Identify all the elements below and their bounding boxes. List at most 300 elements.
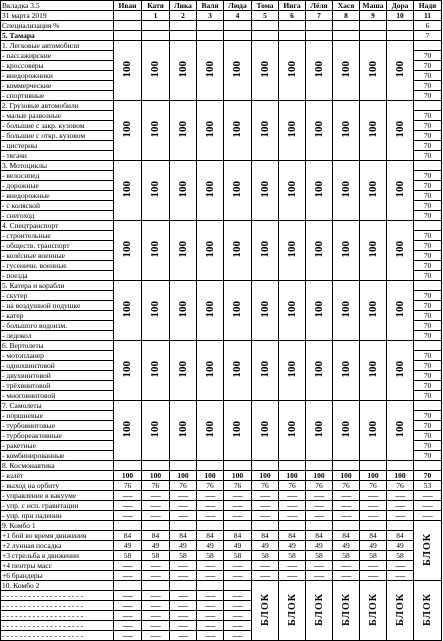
vertical-value-cell xyxy=(197,401,224,461)
cosmo-label: - выход на орбиту xyxy=(1,481,114,491)
vertical-value: 100 xyxy=(339,301,352,318)
vertical-value: 100 xyxy=(231,421,243,438)
combo2-label: - - - - - - - - - - - - - - - - - - - xyxy=(1,611,114,621)
cosmo-value: ----- xyxy=(170,511,197,521)
vertical-value-cell xyxy=(170,221,197,281)
vertical-value-cell xyxy=(279,401,306,461)
combo1-value: 49 xyxy=(142,541,170,551)
vertical-value: 100 xyxy=(339,121,352,138)
last-column-value: 70 xyxy=(414,211,442,221)
last-column-value: 70 xyxy=(414,361,442,371)
column-name: Люда xyxy=(224,1,252,11)
vertical-value: 100 xyxy=(149,241,161,258)
column-number: 7 xyxy=(306,11,333,21)
section-item-label: - спортивные xyxy=(1,91,114,101)
vertical-value: 100 xyxy=(393,361,406,378)
combo1-value: 49 xyxy=(252,541,279,551)
cosmo-value: ----- xyxy=(333,511,360,521)
specialization-last: 6 xyxy=(414,21,442,31)
section-title: 10. Комбо 2 xyxy=(1,581,114,591)
cosmo-value: ----- xyxy=(142,491,170,501)
combo1-value: 84 xyxy=(142,531,170,541)
column-name: Катя xyxy=(142,1,170,11)
section-item-label: - тягачи xyxy=(1,151,114,161)
cosmo-value: 76 xyxy=(142,481,170,491)
last-column-value: 70 xyxy=(414,351,442,361)
vertical-value-cell xyxy=(252,221,279,281)
last-column-value: 70 xyxy=(414,301,442,311)
combo1-value: 49 xyxy=(306,541,333,551)
vertical-value-cell xyxy=(279,221,306,281)
empty-cell xyxy=(224,521,252,531)
empty-cell xyxy=(333,461,360,471)
column-number: 3 xyxy=(197,11,224,21)
section-item-label: - внедорожные xyxy=(1,191,114,201)
last-column-value: 70 xyxy=(414,451,442,461)
vertical-value-cell xyxy=(360,101,387,161)
vertical-value-cell xyxy=(224,161,252,221)
vertical-value-cell xyxy=(252,41,279,101)
last-column-value: 70 xyxy=(414,141,442,151)
cosmo-value: 76 xyxy=(279,481,306,491)
vertical-value-cell xyxy=(333,101,360,161)
vertical-value-cell xyxy=(306,161,333,221)
vertical-value: 100 xyxy=(312,301,325,318)
cosmo-value: 76 xyxy=(252,481,279,491)
combo2-value: ----- xyxy=(114,621,142,631)
section-title-row xyxy=(1,221,442,231)
empty-cell xyxy=(306,461,333,471)
cosmo-row xyxy=(1,501,442,511)
empty-cell xyxy=(252,31,279,41)
combo1-value: 58 xyxy=(252,551,279,561)
vertical-value: 100 xyxy=(121,241,133,258)
combo1-value: 84 xyxy=(333,531,360,541)
cosmo-value: ----- xyxy=(387,511,414,521)
combo2-label: - - - - - - - - - - - - - - - - - - - xyxy=(1,621,114,631)
vertical-value-cell xyxy=(387,101,414,161)
vertical-value-cell xyxy=(142,281,170,341)
combo1-value: 49 xyxy=(197,541,224,551)
section-item-label: - малые развозные xyxy=(1,111,114,121)
column-number: 6 xyxy=(279,11,306,21)
vertical-value-cell xyxy=(279,161,306,221)
vertical-value-cell xyxy=(170,101,197,161)
last-column-value: 70 xyxy=(414,331,442,341)
tamara-last: 7 xyxy=(414,31,442,41)
vertical-value-cell xyxy=(197,281,224,341)
combo1-value: 58 xyxy=(279,551,306,561)
vertical-value: 100 xyxy=(339,421,352,438)
combo1-label: +6 брандеры xyxy=(1,571,114,581)
cosmo-value: 100 xyxy=(170,471,197,481)
vertical-value-cell xyxy=(279,281,306,341)
combo1-value: 84 xyxy=(197,531,224,541)
empty-cell xyxy=(224,31,252,41)
section-item-label: - турбовинтовые xyxy=(1,421,114,431)
vertical-value-cell xyxy=(170,401,197,461)
cosmo-value: ----- xyxy=(197,511,224,521)
section-item-label: - комбинированные xyxy=(1,451,114,461)
section-item-label: - трёхвинтовой xyxy=(1,381,114,391)
section-item-label: - двухвинтовой xyxy=(1,371,114,381)
section-title: 4. Спецтранспорт xyxy=(1,221,114,231)
section-item-label: - внедорожники xyxy=(1,71,114,81)
vertical-value-cell xyxy=(224,401,252,461)
empty-cell xyxy=(114,21,142,31)
vertical-value: 100 xyxy=(149,421,161,438)
vertical-value: 100 xyxy=(312,181,325,198)
cosmo-value: ----- xyxy=(252,491,279,501)
cosmo-row xyxy=(1,491,442,501)
vertical-value-cell xyxy=(360,221,387,281)
cosmo-value: ----- xyxy=(114,511,142,521)
section-title: 5. Катера и корабли xyxy=(1,281,114,291)
empty-cell xyxy=(170,521,197,531)
vertical-value-cell xyxy=(114,101,142,161)
vertical-value-cell xyxy=(360,341,387,401)
empty-cell xyxy=(142,461,170,471)
section-item-label: - турбореактивные xyxy=(1,431,114,441)
vertical-value: БЛОК xyxy=(259,593,271,626)
combo1-row xyxy=(1,561,442,571)
vertical-value: 100 xyxy=(258,241,271,258)
vertical-value: 100 xyxy=(366,61,379,78)
section-item-label: - однохвинтовой xyxy=(1,361,114,371)
cosmo-value: ----- xyxy=(197,501,224,511)
empty-cell xyxy=(360,521,387,531)
combo1-value: ----- xyxy=(224,561,252,571)
last-column-value: 70 xyxy=(414,371,442,381)
vertical-value-cell xyxy=(142,101,170,161)
header-numbers-row xyxy=(1,11,442,21)
combo2-value: ----- xyxy=(224,601,252,611)
vertical-value: 100 xyxy=(312,61,325,78)
vertical-value-cell xyxy=(306,341,333,401)
last-column-value: 70 xyxy=(414,291,442,301)
cosmo-row xyxy=(1,481,442,491)
vertical-value-cell xyxy=(306,221,333,281)
vertical-value-cell xyxy=(142,161,170,221)
combo2-value: ----- xyxy=(224,621,252,631)
combo1-value: ----- xyxy=(333,561,360,571)
empty-cell xyxy=(197,31,224,41)
vertical-value: 100 xyxy=(176,301,189,318)
vertical-value: 100 xyxy=(258,361,271,378)
vertical-value-cell xyxy=(252,581,279,641)
combo2-value: ----- xyxy=(170,611,197,621)
section-item-label: - пассажирские xyxy=(1,51,114,61)
empty-cell xyxy=(197,461,224,471)
last-column-value: 70 xyxy=(414,381,442,391)
specialization-label: Специализация % xyxy=(1,21,114,31)
empty-cell xyxy=(114,581,142,591)
column-name: Валя xyxy=(197,1,224,11)
vertical-value-cell xyxy=(333,581,360,641)
vertical-value: 100 xyxy=(339,361,352,378)
cosmo-value: ----- xyxy=(197,491,224,501)
combo2-value: ----- xyxy=(224,631,252,641)
section-item-label: - поршневые xyxy=(1,411,114,421)
vertical-value: 100 xyxy=(393,61,406,78)
empty-cell xyxy=(414,221,442,231)
combo1-value: 84 xyxy=(224,531,252,541)
combo2-value: ----- xyxy=(114,631,142,641)
section-item-label: - коммерческие xyxy=(1,81,114,91)
section-item-label: - мотопланер xyxy=(1,351,114,361)
vertical-value: 100 xyxy=(312,241,325,258)
last-column-value: 70 xyxy=(414,441,442,451)
vertical-value: 100 xyxy=(366,121,379,138)
empty-cell xyxy=(414,41,442,51)
vertical-value-cell xyxy=(333,281,360,341)
cosmo-value: 76 xyxy=(170,481,197,491)
combo1-value: 58 xyxy=(197,551,224,561)
vertical-value-cell xyxy=(224,101,252,161)
vertical-value: 100 xyxy=(258,121,271,138)
empty-cell xyxy=(224,21,252,31)
cosmo-value: 70 xyxy=(414,471,442,481)
combo1-value: 58 xyxy=(224,551,252,561)
vertical-value: 100 xyxy=(366,421,379,438)
last-column-value: 70 xyxy=(414,421,442,431)
vertical-value: БЛОК xyxy=(313,593,325,626)
vertical-value-cell xyxy=(114,401,142,461)
last-column-value: 70 xyxy=(414,201,442,211)
cosmo-value: 76 xyxy=(387,481,414,491)
cosmo-value: ----- xyxy=(414,501,442,511)
section-item-label: - ракетные xyxy=(1,441,114,451)
combo1-value: 58 xyxy=(306,551,333,561)
section-item-label: - многовинтовой xyxy=(1,391,114,401)
vertical-value: 100 xyxy=(393,421,406,438)
vertical-value-cell xyxy=(170,41,197,101)
vertical-value-cell xyxy=(142,221,170,281)
vertical-value-cell xyxy=(170,281,197,341)
section-title: 2. Грузовые автомобили xyxy=(1,101,114,111)
section-title: 1. Легковые автомобили xyxy=(1,41,114,51)
vertical-value: 100 xyxy=(121,361,133,378)
combo1-value: 49 xyxy=(360,541,387,551)
empty-cell xyxy=(306,31,333,41)
vertical-value: 100 xyxy=(121,121,133,138)
empty-cell xyxy=(333,521,360,531)
cosmo-value: ----- xyxy=(387,501,414,511)
vertical-value: 100 xyxy=(339,241,352,258)
vertical-value-cell xyxy=(333,161,360,221)
combo1-value: ----- xyxy=(224,571,252,581)
vertical-value-cell xyxy=(142,401,170,461)
cosmo-value: ----- xyxy=(306,511,333,521)
combo1-label: +1 бой во время движения xyxy=(1,531,114,541)
column-name: Тома xyxy=(252,1,279,11)
vertical-value: 100 xyxy=(203,121,216,138)
combo2-value: ----- xyxy=(170,591,197,601)
cosmo-value: ----- xyxy=(114,491,142,501)
cosmo-value: 100 xyxy=(387,471,414,481)
empty-cell xyxy=(414,401,442,411)
combo1-value: ----- xyxy=(197,561,224,571)
combo2-value: ----- xyxy=(142,621,170,631)
last-column-value: 70 xyxy=(414,181,442,191)
combo1-value: 58 xyxy=(142,551,170,561)
column-number: 5 xyxy=(252,11,279,21)
vertical-value: 100 xyxy=(203,181,216,198)
last-column-value: 70 xyxy=(414,261,442,271)
column-name: Хася xyxy=(333,1,360,11)
column-number: 4 xyxy=(224,11,252,21)
section-item-label: - ледокол xyxy=(1,331,114,341)
combo1-value: ----- xyxy=(279,571,306,581)
combo1-value: ----- xyxy=(306,571,333,581)
section-item-label: - велосипед xyxy=(1,171,114,181)
empty-cell xyxy=(142,21,170,31)
section-item-label: - на воздушной подушке xyxy=(1,301,114,311)
combo1-value: ----- xyxy=(252,571,279,581)
vertical-value: 100 xyxy=(393,241,406,258)
vertical-value-cell xyxy=(170,341,197,401)
vertical-value-cell xyxy=(387,161,414,221)
section-title: 3. Мотоциклы xyxy=(1,161,114,171)
last-column-value: 70 xyxy=(414,171,442,181)
vertical-value: БЛОК xyxy=(340,593,352,626)
empty-cell xyxy=(306,521,333,531)
vertical-value: 100 xyxy=(231,241,243,258)
cosmo-value: 100 xyxy=(252,471,279,481)
cosmo-value: 76 xyxy=(114,481,142,491)
sheet-date: 31 марта 2019 xyxy=(1,11,114,21)
cosmo-value: ----- xyxy=(360,501,387,511)
vertical-value: 100 xyxy=(149,361,161,378)
vertical-value: 100 xyxy=(203,421,216,438)
combo2-label: - - - - - - - - - - - - - - - - - - - xyxy=(1,631,114,641)
cosmo-value: ----- xyxy=(114,501,142,511)
empty-cell xyxy=(387,31,414,41)
vertical-value-cell xyxy=(197,161,224,221)
column-number: 9 xyxy=(360,11,387,21)
cosmo-value: 76 xyxy=(306,481,333,491)
cosmo-label: - упр. с исп. гравитации xyxy=(1,501,114,511)
combo1-title-row xyxy=(1,521,442,531)
combo2-value: ----- xyxy=(142,591,170,601)
combo2-value: ----- xyxy=(224,611,252,621)
vertical-value-cell xyxy=(252,341,279,401)
combo2-value: ----- xyxy=(142,631,170,641)
vertical-value: 100 xyxy=(393,121,406,138)
empty-cell xyxy=(170,581,197,591)
empty-cell xyxy=(333,31,360,41)
combo1-value: 58 xyxy=(333,551,360,561)
cosmo-label: - взлёт xyxy=(1,471,114,481)
empty-cell xyxy=(170,461,197,471)
vertical-value-cell xyxy=(387,581,414,641)
section-item-label: - поезда xyxy=(1,271,114,281)
section-title: 9. Комбо 1 xyxy=(1,521,114,531)
combo1-value: 49 xyxy=(170,541,197,551)
cosmo-title-row xyxy=(1,461,442,471)
combo1-value: ----- xyxy=(387,571,414,581)
section-item-label: - скутер xyxy=(1,291,114,301)
combo1-value: ----- xyxy=(360,561,387,571)
vertical-value: 100 xyxy=(149,61,161,78)
combo2-value: ----- xyxy=(197,611,224,621)
empty-cell xyxy=(414,101,442,111)
vertical-value: 100 xyxy=(258,421,271,438)
vertical-value: 100 xyxy=(312,121,325,138)
column-name: Надя xyxy=(414,1,442,11)
combo1-value: ----- xyxy=(360,571,387,581)
section-item-label: - кроссоверы xyxy=(1,61,114,71)
vertical-value: 100 xyxy=(285,361,298,378)
vertical-value: 100 xyxy=(203,241,216,258)
combo1-value: 49 xyxy=(224,541,252,551)
empty-cell xyxy=(360,461,387,471)
vertical-value-cell xyxy=(387,41,414,101)
combo1-value: ----- xyxy=(252,561,279,571)
vertical-value: 100 xyxy=(393,301,406,318)
vertical-value: 100 xyxy=(231,121,243,138)
last-column-value: 70 xyxy=(414,111,442,121)
combo1-value: 84 xyxy=(279,531,306,541)
combo2-value: ----- xyxy=(114,611,142,621)
header-names-row xyxy=(1,1,442,11)
section-item-label: - большого водоизм. xyxy=(1,321,114,331)
cosmo-value: ----- xyxy=(279,511,306,521)
vertical-value-cell xyxy=(360,401,387,461)
cosmo-value: ----- xyxy=(224,511,252,521)
vertical-value-cell xyxy=(387,401,414,461)
empty-cell xyxy=(252,461,279,471)
vertical-value: 100 xyxy=(176,421,189,438)
vertical-value: 100 xyxy=(366,301,379,318)
empty-cell xyxy=(252,521,279,531)
vertical-value: 100 xyxy=(176,181,189,198)
cosmo-value: ----- xyxy=(387,491,414,501)
cosmo-value: ----- xyxy=(279,501,306,511)
empty-cell xyxy=(197,581,224,591)
last-column-value: 70 xyxy=(414,251,442,261)
vertical-value: 100 xyxy=(393,181,406,198)
cosmo-value: ----- xyxy=(252,501,279,511)
vertical-value: 100 xyxy=(203,61,216,78)
cosmo-label: - управление в вакууме xyxy=(1,491,114,501)
combo1-value: 84 xyxy=(170,531,197,541)
vertical-value: 100 xyxy=(285,241,298,258)
empty-cell xyxy=(414,281,442,291)
combo2-value: ----- xyxy=(170,631,197,641)
empty-cell xyxy=(114,31,142,41)
vertical-value-cell xyxy=(306,101,333,161)
vertical-value-cell xyxy=(387,341,414,401)
empty-cell xyxy=(252,21,279,31)
empty-cell xyxy=(387,21,414,31)
empty-cell xyxy=(170,31,197,41)
section-item-label: - обществ. транспорт xyxy=(1,241,114,251)
cosmo-value: ----- xyxy=(414,491,442,501)
last-column-value: 70 xyxy=(414,131,442,141)
combo1-value: 84 xyxy=(306,531,333,541)
empty-cell xyxy=(142,521,170,531)
last-column-value: 70 xyxy=(414,51,442,61)
combo2-value: ----- xyxy=(197,591,224,601)
vertical-value: 100 xyxy=(285,301,298,318)
column-number: 10 xyxy=(387,11,414,21)
combo1-value: ----- xyxy=(197,571,224,581)
empty-cell xyxy=(279,31,306,41)
vertical-value: 100 xyxy=(366,241,379,258)
vertical-value-cell xyxy=(279,41,306,101)
vertical-value-cell xyxy=(224,221,252,281)
